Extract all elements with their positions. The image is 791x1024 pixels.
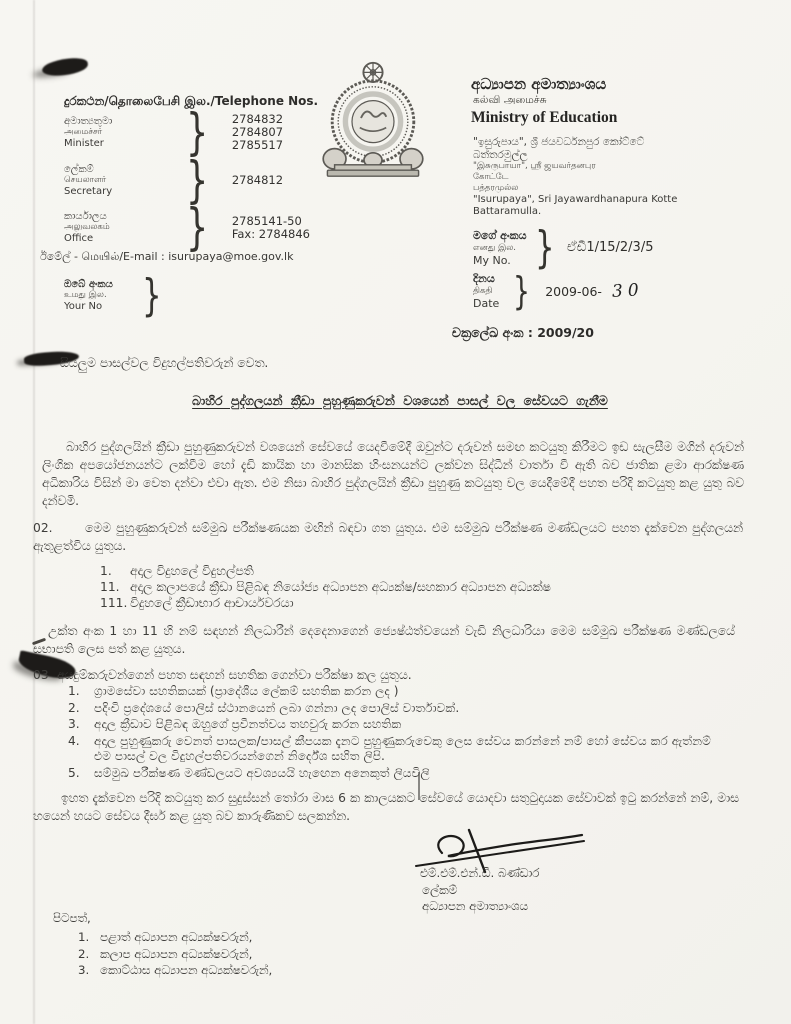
minister-label-sinhala: අමාත්‍යතුමා <box>64 116 113 127</box>
date-handwritten-day: 30 <box>611 280 645 302</box>
your-no-label-english: Your No <box>64 301 103 313</box>
paragraph-4 <box>33 666 735 684</box>
list-item-number: 2. <box>68 700 80 715</box>
list-item <box>68 701 756 717</box>
signatory-organization: අධ්‍යාපන අමාත්‍යාංශය <box>422 899 528 913</box>
my-no-label-english: My No. <box>473 253 511 267</box>
list-item-number: 111. <box>100 596 128 610</box>
scan-fold-line <box>33 0 35 1024</box>
paragraph-4-number: 03 <box>33 668 49 682</box>
list-item-text: කලාප අධ්‍යාපන අධ්‍යක්ෂවරුන්, <box>100 946 253 961</box>
phone-number: 2784832 <box>231 112 284 126</box>
ministry-name-tamil: கல்வி அமைச்சு <box>473 94 547 106</box>
scan-ink-smudge <box>41 57 88 78</box>
interview-panel-list <box>100 563 720 611</box>
certificate-list <box>68 684 756 782</box>
telephone-block-title: දුරකථන/தொலைபேசி இல./Telephone Nos. <box>64 94 319 108</box>
signatory-title: ලේකම් <box>422 883 458 897</box>
list-item <box>68 717 756 733</box>
list-item-number: 11. <box>100 580 120 594</box>
date-label-sinhala: දිනය <box>473 272 495 285</box>
address-tamil-line3: பத்தரமுல்ல <box>473 183 519 193</box>
list-item-text: ග්‍රාමසේවා සහතිකයක් (ප්‍රාදේශීය ලේකම් සහතික කරන ලද ) <box>94 684 399 698</box>
sri-lanka-state-emblem <box>318 58 428 178</box>
phone-number: 2784807 <box>231 125 284 139</box>
list-item <box>78 929 272 946</box>
address-english-line2: Battaramulla. <box>473 206 542 217</box>
brace-glyph: } <box>535 222 555 273</box>
paragraph-2-text: මෙම පුහුණුකරුවන් සම්මුඛ පරීක්ෂණයක මඟින් බඳවා ගත යුතුය. එම සම්මුඛ පරීක්ෂණ මණ්ඩලයට පහත දැක්වෙන පුද්ගලයන් ඇතුළත්විය යුතුය. <box>33 521 743 553</box>
address-sinhala-line1: "ඉසුරුපාය", ශ්‍රී ජයවර්ධනපුර කෝට්ටේ <box>473 136 645 148</box>
minister-label-english: Minister <box>64 138 104 149</box>
address-english-line1: "Isurupaya", Sri Jayawardhanapura Kotte <box>473 194 678 205</box>
list-item-text: පළාත් අධ්‍යාපන අධ්‍යක්ෂවරුන්, <box>100 930 253 944</box>
my-no-label-tamil: எனது இல. <box>473 242 516 253</box>
phone-group-secretary <box>64 151 284 209</box>
list-item <box>68 684 756 700</box>
fax-number: Fax: 2784846 <box>231 226 310 241</box>
list-item <box>100 579 720 595</box>
secretary-label-sinhala: ලේකම් <box>64 164 94 175</box>
brace-glyph: } <box>186 103 209 161</box>
list-item-number: 4. <box>68 733 80 748</box>
date-block <box>473 268 645 313</box>
list-item <box>78 946 272 963</box>
address-tamil-line2: கோட்டே <box>473 172 509 182</box>
brace-glyph: } <box>186 151 209 209</box>
list-item-number: 5. <box>68 765 80 780</box>
cc-list <box>78 929 272 979</box>
list-item-text: විදුහලේ ක්‍රීඩාභාර ආචාර්යවරයා <box>130 596 294 610</box>
list-item-text: කොට්ඨාස අධ්‍යාපන අධ්‍යක්ෂවරුන්, <box>100 963 273 977</box>
list-item-number: 1. <box>68 684 80 698</box>
my-no-block <box>473 222 654 273</box>
signatory-name: එම්.එම්.එන්.ඩී. බණ්ඩාර <box>420 866 540 880</box>
your-no-block <box>64 270 170 321</box>
list-item <box>78 962 272 979</box>
paragraph-1: බාහිර පුද්ගලයින් ක්‍රීඩා පුහුණුකරුවන් වශයෙන් සේවයේ යෙදවීමේදී ඔවුන්ට දරුවන් සමඟ කටයුතු කිරීමට ඉඩ සැලසීම මගින් දරුවන් ලිංගික අපයෝජනයන්ට ලක්වීම හෝ දැඩි කායික හා මානසික හිංසනයන්ට ලක්වන සිද්ධීන් වාර්තා වී ඇති බව ජාතික ළමා ආරක්ෂණ අධිකාරිය විසින් මා වෙත දන්වා එවා ඇත. එම නිසා බාහිර පුද්ගලයින් ක්‍රීඩා පුහුණු කටයුතු වල යෙදීමේදී පහත පරිදි කටයුතු කළ යුතු බව දන්වමි. <box>42 440 744 508</box>
list-item-number: 1. <box>100 564 112 578</box>
circular-number-line: චක්‍රලේඛ අංක : 2009/20 <box>452 325 594 340</box>
address-tamil-line1: "இசுருபாயா", ஸ்ரீ ஜயவர்தனபுர <box>473 161 596 171</box>
phone-group-office <box>64 198 310 256</box>
state-emblem-graphic <box>318 58 428 178</box>
date-printed-value: 2009-06- <box>545 283 602 299</box>
brace-glyph: } <box>142 270 162 321</box>
office-label-english: Office <box>64 233 94 244</box>
list-item-number: 3. <box>68 717 80 731</box>
list-item-text: අදාල විදුහලේ විදුහල්පති <box>130 564 254 578</box>
secretary-label-english: Secretary <box>64 186 113 197</box>
phone-group-minister <box>64 103 284 161</box>
your-no-label-tamil: உமது இல. <box>64 290 107 301</box>
address-sinhala-line2: බත්තරමුල්ල <box>473 148 528 161</box>
date-label-tamil: திகதி <box>473 286 493 296</box>
secretary-label-tamil: செயலாளர் <box>64 175 107 185</box>
list-item <box>68 766 756 782</box>
office-label-sinhala: කාර්යාලය <box>64 211 107 222</box>
brace-glyph: } <box>513 268 530 313</box>
your-no-label-sinhala: ඔබේ අංකය <box>64 279 113 291</box>
cc-label: පිටපත්, <box>53 911 91 925</box>
list-item-text: සම්මුඛ පරීක්ෂණ මණ්ඩලයට අවශ්‍යයයි හැඟෙන අනෙකුත් ලියවිලි <box>94 765 430 780</box>
ministry-name-sinhala: අධ්‍යාපන අමාත්‍යාංශය <box>471 75 607 93</box>
recipient-line: සියලුම පාසල්වල විදුහල්පතිවරුන් වෙත. <box>60 356 269 370</box>
list-item-number: 2. <box>78 946 90 961</box>
brace-glyph: } <box>186 198 209 256</box>
subject-title: බාහිර පුද්ගලයන් ක්‍රීඩා පුහුණුකරුවන් වශයෙන් පාසල් වල සේවයට ගැනීම <box>192 393 608 408</box>
paragraph-2 <box>33 519 743 555</box>
my-no-label-sinhala: මගේ අංකය <box>473 228 527 242</box>
phone-number: 2785141-50 <box>231 213 302 228</box>
list-item <box>100 563 720 579</box>
ministry-address <box>473 136 773 218</box>
list-item-text: අදාල පුහුණුකරු වෙනත් පාසලක/පාසල් කීපයක දැනට පුහුණුකරුවෙකු ලෙස සේවය කරන්නේ නම් හෝ සේවය කර ඇත්නම් එම පාසල් වල විදුහල්පතිවරයන්ගෙන් නිර්දේශ සහිත ලිපි. <box>94 733 711 763</box>
email-line: ඊමේල් - மெயில்/E-mail : isurupaya@moe.gov.lk <box>40 250 294 263</box>
list-item <box>100 595 720 611</box>
ministry-name-english: Ministry of Education <box>471 109 618 126</box>
list-item-text: පදිංචි ප්‍රදේශයේ පොලිස් ස්ථානයෙන් ලබා ගන්නා ලද පොලිස් වාර්තාවක්. <box>94 700 460 715</box>
my-no-value: ඒඩී1/15/2/3/5 <box>567 240 654 256</box>
list-item-number: 3. <box>78 963 90 977</box>
list-item-text: අදාල කලාපයේ ක්‍රීඩා පිළිබඳ නියෝජ්‍ය අධ්‍යාපන අධ්‍යක්ෂ/සහකාර අධ්‍යාපන අධ්‍යක්ෂ <box>130 580 551 594</box>
minister-label-tamil: அமைச்சர் <box>64 127 103 137</box>
paragraph-3: උක්ත අංක 1 හා 11 හි නම් සඳහන් නිලධාරීන් දෙදෙනාගෙන් ජ්‍යෙෂ්ඨත්වයෙන් වැඩි නිලධාරියා මෙම සම්මුඛ පරීක්ෂණ මණ්ඩලයේ සභාපති ලෙස පත් කළ යුතුය. <box>33 624 735 656</box>
paragraph-5: ඉහත දැක්වෙන පරිදි කටයුතු කර සුදුස්සන් තෝරා මාස 6 ක කාලයකට සේවයේ යොදවා සතුටුදායක සේවාවක් ඉටු කරන්නේ නම්, මාස හයෙන් හයට සේවය දීර්ඝ කළ යුතු බව කාරුණිකව සලකන්න. <box>33 791 739 823</box>
date-label-english: Date <box>473 297 500 310</box>
phone-number: 2784812 <box>231 173 284 187</box>
phone-number: 2785517 <box>231 138 284 152</box>
list-item-text: අදාල ක්‍රීඩාව පිළිබඳ ඔහුගේ ප්‍රවීනත්වය තහවුරු කරන සහතික <box>94 717 402 731</box>
list-item-number: 1. <box>78 930 90 944</box>
paragraph-2-number: 02. <box>33 521 53 535</box>
list-item <box>68 734 756 765</box>
office-label-tamil: அலுவலகம் <box>64 222 110 232</box>
paragraph-4-text: අයදුම්කරුවන්ගෙන් පහත සඳහන් සහතික ගෙන්වා පරීක්ෂා කල යුතුය. <box>57 668 412 682</box>
